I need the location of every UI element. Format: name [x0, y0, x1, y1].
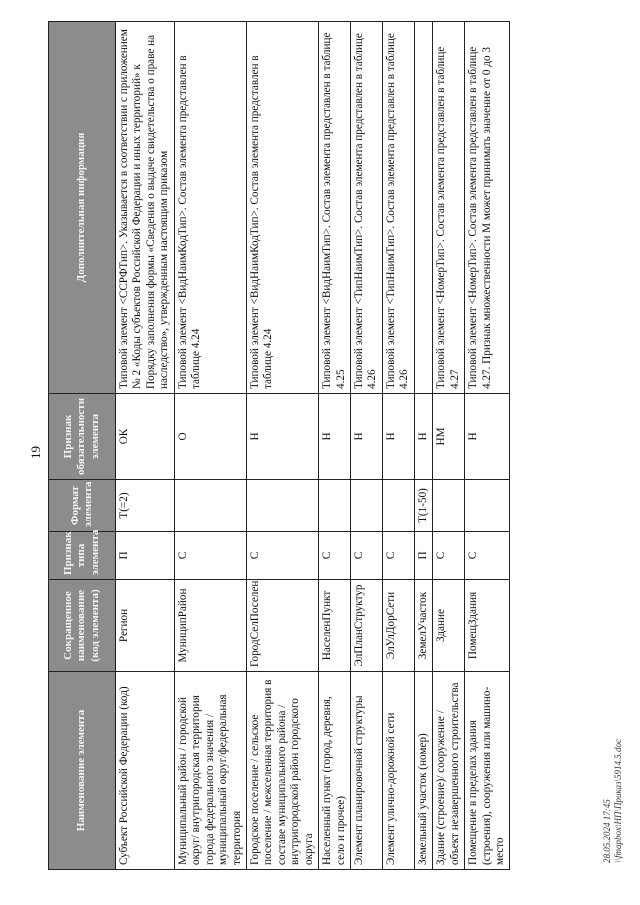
cell-name: Населенный пункт (город, деревня, село и прочее): [319, 672, 351, 870]
cell-required: Н: [351, 394, 383, 480]
cell-format: [382, 480, 414, 532]
file-stamp: [602, 739, 625, 863]
cell-type: С: [174, 532, 246, 580]
cell-name: Городское поселение / сельское поселение / межселенная территория в составе муниципального района / внутригородской район городского округа: [246, 672, 318, 870]
table-header-row: [49, 22, 116, 870]
cell-format: [433, 480, 465, 532]
cell-info: [414, 22, 432, 394]
cell-required: Н: [382, 394, 414, 480]
cell-name: Элемент улично-дорожной сети: [382, 672, 414, 870]
cell-name: Субъект Российской Федерации (код): [116, 672, 175, 870]
cell-code: ЭлУлДорСети: [382, 580, 414, 672]
header-type: Признак типа элемента: [49, 532, 116, 580]
file-stamp-date: 28.05.2024 17:45: [602, 799, 612, 863]
cell-type: С: [465, 532, 510, 580]
cell-required: НМ: [433, 394, 465, 480]
table-row: [174, 22, 246, 870]
cell-info: Типовой элемент <ВидНаимКодТип>. Состав элемента представлен в таблице 4.24: [246, 22, 318, 394]
cell-info: Типовой элемент <ТипНаимТип>. Состав элемента представлен в таблице 4.26: [382, 22, 414, 394]
cell-code: ПомещЗдания: [465, 580, 510, 672]
cell-required: Н: [319, 394, 351, 480]
table-row: [116, 22, 175, 870]
cell-type: С: [319, 532, 351, 580]
cell-name: Муниципальный район / городской округ/ внутригородская территория города федерального значения / муниципальный округ/федеральная территория: [174, 672, 246, 870]
cell-type: П: [414, 532, 432, 580]
cell-info: Типовой элемент <ВидНаимТип>. Состав элемента представлен в таблице 4.25: [319, 22, 351, 394]
cell-name: Элемент планировочной структуры: [351, 672, 383, 870]
cell-format: T(=2): [116, 480, 175, 532]
cell-type: С: [351, 532, 383, 580]
cell-type: С: [382, 532, 414, 580]
cell-info: Типовой элемент <ССРФТип>. Указывается в соответствии с приложением № 2 «Коды субъектов Российской Федерации и иных территорий» к Порядку заполнения формы «Сведения о выдаче свидетельства о праве на наследство», утвержденным настоящим приказом: [116, 22, 175, 394]
cell-format: [319, 480, 351, 532]
cell-code: Здание: [433, 580, 465, 672]
cell-format: T(1-50): [414, 480, 432, 532]
cell-type: С: [433, 532, 465, 580]
header-format: Формат элемента: [49, 480, 116, 532]
cell-code: Регион: [116, 580, 175, 672]
table-row: [414, 22, 432, 870]
cell-required: Н: [465, 394, 510, 480]
cell-info: Типовой элемент <НомерТип>. Состав элемента представлен в таблице 4.27. Признак множественности М может принимать значение от 0 до 3: [465, 22, 510, 394]
cell-code: МуниципРайон: [174, 580, 246, 672]
table-row: [465, 22, 510, 870]
cell-type: С: [246, 532, 318, 580]
cell-format: [351, 480, 383, 532]
header-required: Признак обязательности элемента: [49, 394, 116, 480]
cell-required: Н: [414, 394, 432, 480]
cell-name: Помещение в пределах здания (строения), сооружения или машино-место: [465, 672, 510, 870]
table-row: [351, 22, 383, 870]
cell-format: [174, 480, 246, 532]
cell-info: Типовой элемент <НомерТип>. Состав элемента представлен в таблице 4.27: [433, 22, 465, 394]
cell-name: Земельный участок (номер): [414, 672, 432, 870]
cell-code: ЭлПланСтруктур: [351, 580, 383, 672]
cell-format: [246, 480, 318, 532]
page-number: 19: [28, 446, 43, 459]
header-code: Сокращенное наименование (код элемента): [49, 580, 116, 672]
cell-info: Типовой элемент <ТипНаимТип>. Состав элемента представлен в таблице 4.26: [351, 22, 383, 394]
cell-code: ЗемелУчасток: [414, 580, 432, 672]
table-row: [246, 22, 318, 870]
header-name: Наименование элемента: [49, 672, 116, 870]
table-row: [433, 22, 465, 870]
cell-code: НаселенПункт: [319, 580, 351, 672]
table-row: [319, 22, 351, 870]
cell-required: ОК: [116, 394, 175, 480]
file-stamp-path: \\fmapbox\НП\Приказ\5914.5.doc: [613, 739, 624, 863]
cell-code: ГородСелПоселен: [246, 580, 318, 672]
table-row: [382, 22, 414, 870]
elements-table: [48, 21, 510, 870]
cell-required: Н: [246, 394, 318, 480]
header-info: Дополнительная информация: [49, 22, 116, 394]
cell-type: П: [116, 532, 175, 580]
cell-info: Типовой элемент <ВидНаимКодТип>. Состав элемента представлен в таблице 4.24: [174, 22, 246, 394]
cell-required: О: [174, 394, 246, 480]
cell-format: [465, 480, 510, 532]
cell-name: Здание (строение)/ сооружение / объект незавершенного строительства: [433, 672, 465, 870]
